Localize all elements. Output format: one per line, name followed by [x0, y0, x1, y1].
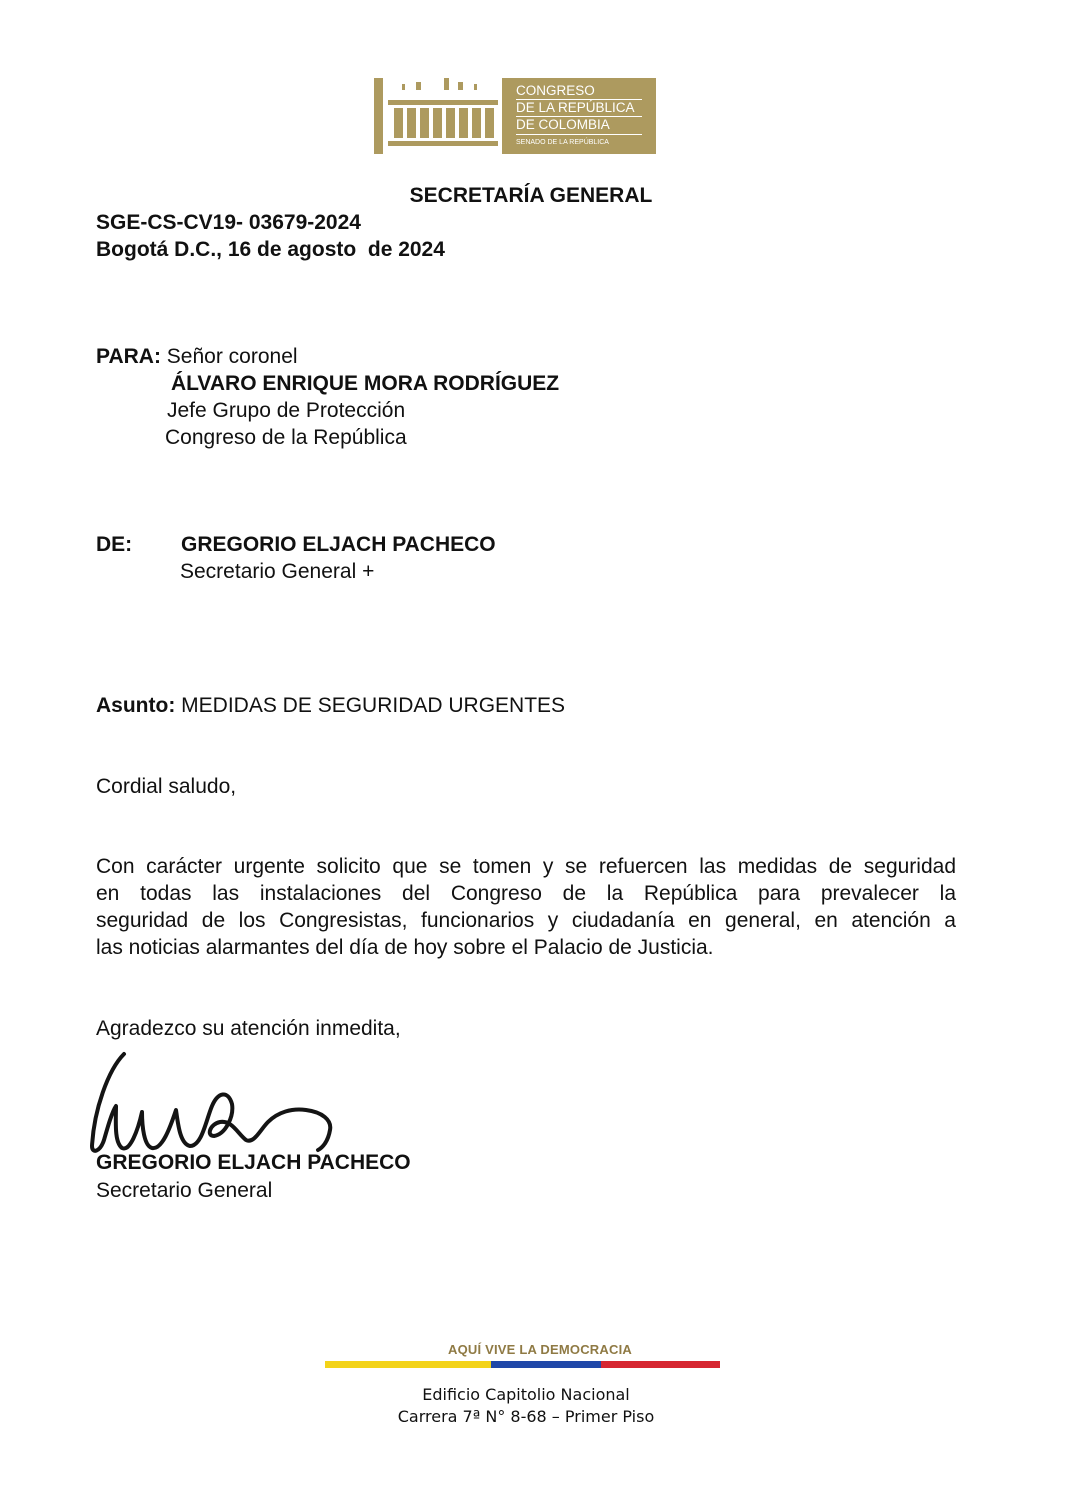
- from-label: DE:: [96, 533, 133, 556]
- capitol-building-icon: [374, 78, 498, 154]
- logo-line-3: DE COLOMBIA: [516, 117, 610, 132]
- to-salutation: Señor coronel: [166, 345, 298, 368]
- closing: Agradezco su atención inmedita,: [96, 1017, 401, 1040]
- flag-yellow-band: [325, 1361, 491, 1368]
- to-salutation-line: [96, 343, 298, 370]
- footer-address-line-1: Edificio Capitolio Nacional: [422, 1385, 630, 1404]
- subject-text: MEDIDAS DE SEGURIDAD URGENTES: [181, 694, 566, 717]
- to-name: ÁLVARO ENRIQUE MORA RODRÍGUEZ: [171, 372, 560, 395]
- logo-line-1: CONGRESO: [516, 83, 595, 98]
- to-position: Jefe Grupo de Protección: [167, 399, 406, 422]
- logo-line-2: DE LA REPÚBLICA: [516, 100, 635, 115]
- to-label: PARA:: [96, 345, 161, 368]
- logo-wordmark: [502, 78, 656, 154]
- footer-address-line-2: Carrera 7ª N° 8-68 – Primer Piso: [397, 1407, 655, 1426]
- congress-logo: [374, 78, 656, 154]
- footer-motto: AQUÍ VIVE LA DEMOCRACIA: [448, 1342, 632, 1357]
- flag-blue-band: [491, 1361, 601, 1368]
- from-position: Secretario General +: [180, 560, 375, 583]
- body-line: Con carácter urgente solicito que se tomen y se refuercen las medidas de seguridad: [96, 855, 956, 878]
- signature-name: GREGORIO ELJACH PACHECO: [96, 1151, 411, 1174]
- body-paragraph: [96, 853, 956, 961]
- logo-line-4: SENADO DE LA REPÚBLICA: [516, 139, 609, 146]
- body-line: las noticias alarmantes del día de hoy sobre el Palacio de Justicia.: [96, 936, 714, 959]
- subject-line: [96, 692, 565, 719]
- place-date: Bogotá D.C., 16 de agosto de 2024: [96, 238, 445, 261]
- reference-number: SGE-CS-CV19- 03679-2024: [96, 211, 361, 234]
- to-organization: Congreso de la República: [165, 426, 407, 449]
- office-title: SECRETARÍA GENERAL: [409, 184, 653, 207]
- flag-red-band: [601, 1361, 720, 1368]
- body-line: seguridad de los Congresistas, funcionarios y ciudadanía en general, en atención a: [96, 909, 956, 932]
- body-line: en todas las instalaciones del Congreso de la República para prevalecer la: [96, 882, 956, 905]
- subject-label: Asunto:: [96, 694, 176, 717]
- signature-position: Secretario General: [96, 1179, 273, 1202]
- handwritten-signature: [86, 1050, 346, 1160]
- from-name: GREGORIO ELJACH PACHECO: [181, 533, 496, 556]
- flag-stripe: [325, 1361, 720, 1368]
- greeting: Cordial saludo,: [96, 775, 237, 798]
